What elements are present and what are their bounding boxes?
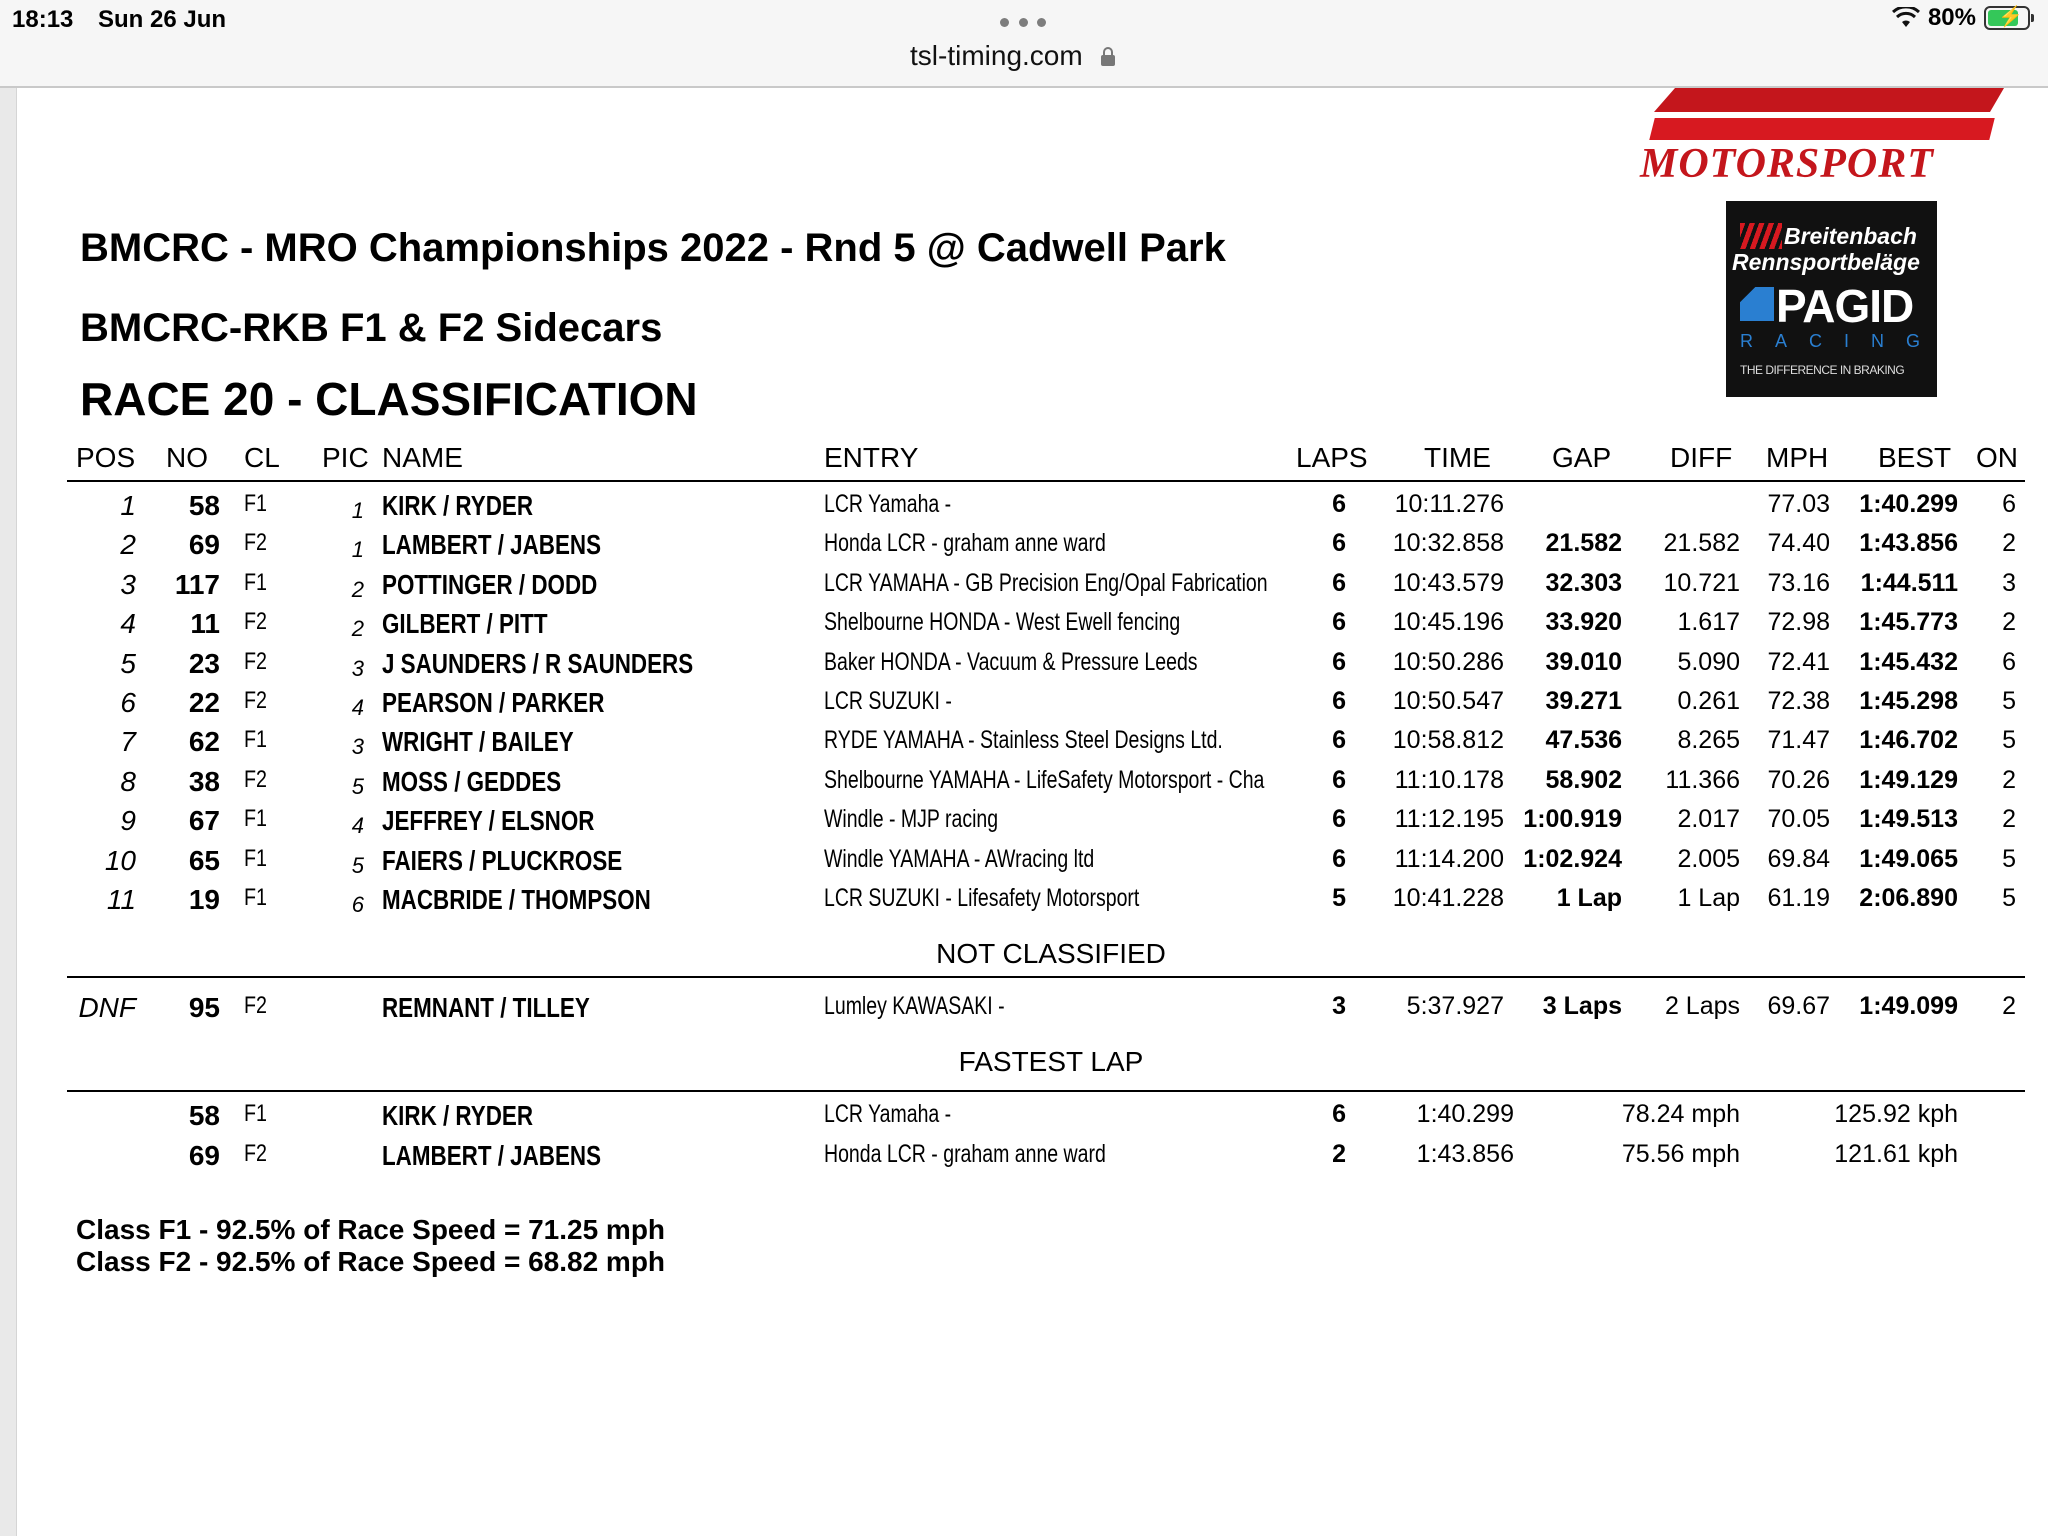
number-cell: 95 <box>188 992 220 1023</box>
best-lap-cell: 1:49.099 <box>1859 992 1958 1020</box>
laps-cell: 6 <box>1332 529 1346 558</box>
number-cell: 67 <box>188 805 220 837</box>
laps-cell: 6 <box>1332 490 1346 518</box>
diff-cell: 2 Laps <box>1664 992 1740 1020</box>
entry-cell: Shelbourne YAMAHA - LifeSafety Motorsport - Cha <box>824 765 1265 794</box>
best-lap-cell: 1:43.856 <box>1859 529 1958 558</box>
diff-cell: 10.721 <box>1663 568 1740 597</box>
best-lap-cell: 1:40.299 <box>1859 490 1958 518</box>
class-cell: F1 <box>244 568 267 596</box>
laps-cell: 6 <box>1332 726 1346 755</box>
pic-cell: 1 <box>351 537 364 563</box>
col-mph: MPH <box>1766 442 1829 473</box>
name-cell: PEARSON / PARKER <box>382 687 605 718</box>
on-lap-cell: 6 <box>2002 647 2016 676</box>
class-cell: F1 <box>244 490 267 517</box>
pagid-racing-logo: Breitenbach Rennsportbeläge PAGID RACING THE DIFFERENCE IN BRAKING <box>1726 201 1937 397</box>
time-cell: 10:11.276 <box>1394 490 1504 518</box>
table-row <box>0 766 2048 805</box>
header-divider <box>67 480 2025 482</box>
name-cell: POTTINGER / DODD <box>382 568 598 600</box>
number-cell: 69 <box>188 1140 220 1171</box>
number-cell: 58 <box>188 1100 220 1131</box>
mph-cell: 61.19 <box>1767 884 1830 912</box>
entry-cell: LCR SUZUKI - <box>824 687 952 715</box>
col-laps: LAPS <box>1296 442 1368 473</box>
col-no: NO <box>166 442 208 473</box>
mph-cell: 70.05 <box>1767 805 1830 834</box>
class-cell: F2 <box>244 687 267 714</box>
time-cell: 11:10.178 <box>1394 765 1504 794</box>
entry-cell: Windle YAMAHA - AWracing ltd <box>824 844 1095 873</box>
on-lap-cell: 2 <box>2002 805 2016 834</box>
time-cell: 1:43.856 <box>1416 1140 1514 1168</box>
kph-cell: 125.92 kph <box>1834 1100 1958 1128</box>
on-lap-cell: 5 <box>2002 687 2016 715</box>
number-cell: 22 <box>188 687 220 718</box>
table-row <box>0 529 2048 568</box>
gap-cell: 1:02.924 <box>1523 844 1622 873</box>
clock: 18:13 <box>12 6 74 33</box>
class-cell: F2 <box>244 1140 267 1167</box>
url-text: tsl-timing.com <box>910 40 1083 71</box>
on-lap-cell: 2 <box>2002 765 2016 794</box>
diff-cell: 1.617 <box>1677 608 1740 637</box>
system-indicators <box>1892 4 2030 32</box>
gap-cell: 39.271 <box>1545 687 1622 715</box>
diff-cell: 2.017 <box>1677 805 1740 834</box>
class-cell: F1 <box>244 726 267 754</box>
name-cell: LAMBERT / JABENS <box>382 529 602 561</box>
on-lap-cell: 5 <box>2002 884 2016 912</box>
diff-cell: 0.261 <box>1677 687 1740 715</box>
fastest-lap-row <box>0 1140 2048 1179</box>
lock-icon <box>1100 46 1116 66</box>
mph-cell: 72.98 <box>1767 608 1830 637</box>
name-cell: KIRK / RYDER <box>382 1100 534 1131</box>
laps-cell: 6 <box>1332 844 1346 873</box>
number-cell: 58 <box>188 490 220 521</box>
entry-cell: RYDE YAMAHA - Stainless Steel Designs Ltd. <box>824 726 1223 755</box>
rkb-motorsport-logo: MOTORSPORT <box>1632 88 2032 184</box>
time-cell: 11:14.200 <box>1394 844 1504 873</box>
on-lap-cell: 2 <box>2002 529 2016 558</box>
entry-cell: LCR Yamaha - <box>824 490 952 518</box>
mph-cell: 72.41 <box>1767 647 1830 676</box>
diff-cell: 21.582 <box>1663 529 1740 558</box>
best-lap-cell: 2:06.890 <box>1859 884 1958 912</box>
best-lap-cell: 1:46.702 <box>1859 726 1958 755</box>
name-cell: FAIERS / PLUCKROSE <box>382 844 623 876</box>
entry-cell: Windle - MJP racing <box>824 805 999 834</box>
pos-cell: 4 <box>120 608 136 640</box>
pic-cell: 4 <box>351 813 364 839</box>
laps-cell: 3 <box>1332 992 1346 1020</box>
table-row <box>0 687 2048 726</box>
number-cell: 38 <box>188 765 220 797</box>
battery-icon: ⚡ <box>1984 6 2030 30</box>
footnote-f1: Class F1 - 92.5% of Race Speed = 71.25 mph <box>76 1214 666 1245</box>
browser-status-bar <box>0 0 2048 88</box>
gap-cell: 47.536 <box>1545 726 1622 755</box>
fastest-lap-row <box>0 1100 2048 1139</box>
name-cell: KIRK / RYDER <box>382 490 534 521</box>
best-lap-cell: 1:44.511 <box>1860 568 1958 597</box>
table-row <box>0 805 2048 844</box>
number-cell: 11 <box>190 608 220 640</box>
on-lap-cell: 2 <box>2002 608 2016 637</box>
class-cell: F2 <box>244 992 267 1019</box>
col-diff: DIFF <box>1670 442 1733 473</box>
entry-cell: Lumley KAWASAKI - <box>824 992 1005 1020</box>
kph-cell: 121.61 kph <box>1834 1140 1958 1168</box>
lap-cell: 6 <box>1332 1100 1346 1128</box>
pos-cell: 8 <box>120 765 136 797</box>
gap-cell: 1:00.919 <box>1523 805 1622 834</box>
wifi-icon <box>1892 7 1920 29</box>
on-lap-cell: 5 <box>2002 844 2016 873</box>
mph-cell: 77.03 <box>1767 490 1830 518</box>
pic-cell: 5 <box>351 773 364 799</box>
name-cell: MACBRIDE / THOMPSON <box>382 884 651 915</box>
best-lap-cell: 1:45.432 <box>1859 647 1958 676</box>
time-cell: 1:40.299 <box>1416 1100 1514 1128</box>
pic-cell: 5 <box>351 852 364 878</box>
gap-cell: 3 Laps <box>1542 992 1622 1020</box>
date: Sun 26 Jun <box>98 6 227 33</box>
col-pic: PIC <box>322 442 369 473</box>
diff-cell: 8.265 <box>1677 726 1740 755</box>
laps-cell: 6 <box>1332 687 1346 715</box>
class-title: BMCRC-RKB F1 & F2 Sidecars <box>80 306 663 350</box>
laps-cell: 6 <box>1332 805 1346 834</box>
gap-cell: 33.920 <box>1545 608 1622 637</box>
pic-cell: 3 <box>351 734 364 760</box>
table-row <box>0 490 2048 529</box>
table-row <box>0 845 2048 884</box>
diff-cell: 2.005 <box>1677 844 1740 873</box>
name-cell: LAMBERT / JABENS <box>382 1140 602 1171</box>
mph-cell: 78.24 mph <box>1621 1100 1740 1128</box>
col-on: ON <box>1976 442 2018 473</box>
not-classified-heading: NOT CLASSIFIED <box>936 938 1166 969</box>
pos-cell: 7 <box>120 726 136 758</box>
pic-cell: 2 <box>351 616 364 642</box>
name-cell: REMNANT / TILLEY <box>382 992 590 1023</box>
mph-cell: 69.84 <box>1767 844 1830 873</box>
number-cell: 23 <box>188 647 220 679</box>
class-cell: F2 <box>244 647 267 675</box>
on-lap-cell: 3 <box>2002 568 2016 597</box>
more-dots-icon[interactable] <box>1000 18 1046 28</box>
address-bar[interactable] <box>910 40 1116 72</box>
table-row <box>0 726 2048 765</box>
mph-cell: 70.26 <box>1767 765 1830 794</box>
entry-cell: Shelbourne HONDA - West Ewell fencing <box>824 608 1181 637</box>
gap-cell: 39.010 <box>1545 647 1622 676</box>
number-cell: 69 <box>188 529 220 561</box>
diff-cell: 11.366 <box>1665 765 1740 794</box>
pos-cell: 5 <box>120 647 136 679</box>
on-lap-cell: 6 <box>2002 490 2016 518</box>
pos-cell: 3 <box>120 568 136 600</box>
gap-cell: 58.902 <box>1545 765 1622 794</box>
lap-cell: 2 <box>1332 1140 1346 1168</box>
mph-cell: 71.47 <box>1767 726 1830 755</box>
entry-cell: LCR SUZUKI - Lifesafety Motorsport <box>824 884 1140 912</box>
name-cell: MOSS / GEDDES <box>382 765 562 797</box>
table-row <box>0 569 2048 608</box>
table-row <box>0 992 2048 1031</box>
name-cell: GILBERT / PITT <box>382 608 548 640</box>
pic-cell: 6 <box>351 892 364 917</box>
pos-cell: 9 <box>120 805 136 837</box>
col-time: TIME <box>1424 442 1491 473</box>
gap-cell: 32.303 <box>1545 568 1622 597</box>
best-lap-cell: 1:45.298 <box>1859 687 1958 715</box>
pic-cell: 3 <box>351 655 364 681</box>
class-cell: F1 <box>244 844 267 872</box>
name-cell: WRIGHT / BAILEY <box>382 726 574 758</box>
pic-cell: 4 <box>351 695 364 720</box>
number-cell: 65 <box>188 844 220 876</box>
fastest-lap-divider <box>67 1090 2025 1092</box>
col-gap: GAP <box>1552 442 1612 473</box>
number-cell: 117 <box>174 568 220 600</box>
event-title: BMCRC - MRO Championships 2022 - Rnd 5 @ Cadwell Park <box>80 226 1226 270</box>
entry-cell: Honda LCR - graham anne ward <box>824 1140 1106 1168</box>
pic-cell: 1 <box>351 498 364 523</box>
number-cell: 19 <box>188 884 220 915</box>
pos-cell: 6 <box>120 687 136 718</box>
battery-percent: 80% <box>1927 4 1976 31</box>
gap-cell: 1 Lap <box>1556 884 1622 912</box>
laps-cell: 5 <box>1332 884 1346 912</box>
time-cell: 10:58.812 <box>1392 726 1504 755</box>
diff-cell: 5.090 <box>1677 647 1740 676</box>
diff-cell: 1 Lap <box>1677 884 1740 912</box>
gap-cell: 21.582 <box>1545 529 1622 558</box>
pos-cell: 10 <box>104 844 136 876</box>
footnote-f2: Class F2 - 92.5% of Race Speed = 68.82 mph <box>76 1246 666 1277</box>
col-entry: ENTRY <box>824 442 919 473</box>
time-cell: 11:12.195 <box>1394 805 1504 834</box>
col-cl: CL <box>244 442 280 473</box>
mph-cell: 75.56 mph <box>1621 1140 1740 1168</box>
time-cell: 10:32.858 <box>1392 529 1504 558</box>
pos-cell: DNF <box>78 992 136 1023</box>
not-classified-divider <box>67 976 2025 978</box>
laps-cell: 6 <box>1332 568 1346 597</box>
class-cell: F2 <box>244 529 267 557</box>
time-cell: 10:50.547 <box>1392 687 1504 715</box>
table-row <box>0 648 2048 687</box>
class-cell: F2 <box>244 765 267 793</box>
col-best: BEST <box>1878 442 1952 473</box>
mph-cell: 73.16 <box>1767 568 1830 597</box>
race-title: RACE 20 - CLASSIFICATION <box>80 373 698 425</box>
class-cell: F2 <box>244 608 267 636</box>
laps-cell: 6 <box>1332 647 1346 676</box>
best-lap-cell: 1:49.065 <box>1859 844 1958 873</box>
col-pos: POS <box>76 442 136 473</box>
fastest-lap-heading: FASTEST LAP <box>958 1046 1144 1077</box>
class-cell: F1 <box>244 805 267 833</box>
number-cell: 62 <box>188 726 220 758</box>
laps-cell: 6 <box>1332 608 1346 637</box>
entry-cell: Honda LCR - graham anne ward <box>824 529 1106 558</box>
time-cell: 10:43.579 <box>1392 568 1504 597</box>
name-cell: J SAUNDERS / R SAUNDERS <box>382 647 694 679</box>
best-lap-cell: 1:45.773 <box>1859 608 1958 637</box>
mph-cell: 72.38 <box>1767 687 1830 715</box>
pos-cell: 1 <box>120 490 136 521</box>
time-cell: 10:50.286 <box>1392 647 1504 676</box>
on-lap-cell: 5 <box>2002 726 2016 755</box>
best-lap-cell: 1:49.513 <box>1859 805 1958 834</box>
on-lap-cell: 2 <box>2002 992 2016 1020</box>
time-cell: 5:37.927 <box>1406 992 1504 1020</box>
mph-cell: 74.40 <box>1767 529 1830 558</box>
name-cell: JEFFREY / ELSNOR <box>382 805 595 837</box>
table-row <box>0 608 2048 647</box>
entry-cell: LCR YAMAHA - GB Precision Eng/Opal Fabrication <box>824 568 1268 597</box>
entry-cell: LCR Yamaha - <box>824 1100 952 1128</box>
table-row <box>0 884 2048 923</box>
time-cell: 10:41.228 <box>1392 884 1504 912</box>
best-lap-cell: 1:49.129 <box>1859 765 1958 794</box>
pic-cell: 2 <box>351 576 364 602</box>
class-cell: F1 <box>244 884 267 911</box>
col-name: NAME <box>382 442 463 473</box>
mph-cell: 69.67 <box>1767 992 1830 1020</box>
time-cell: 10:45.196 <box>1392 608 1504 637</box>
laps-cell: 6 <box>1332 765 1346 794</box>
class-cell: F1 <box>244 1100 267 1127</box>
entry-cell: Baker HONDA - Vacuum & Pressure Leeds <box>824 647 1198 676</box>
pos-cell: 11 <box>106 884 136 915</box>
pos-cell: 2 <box>120 529 136 561</box>
